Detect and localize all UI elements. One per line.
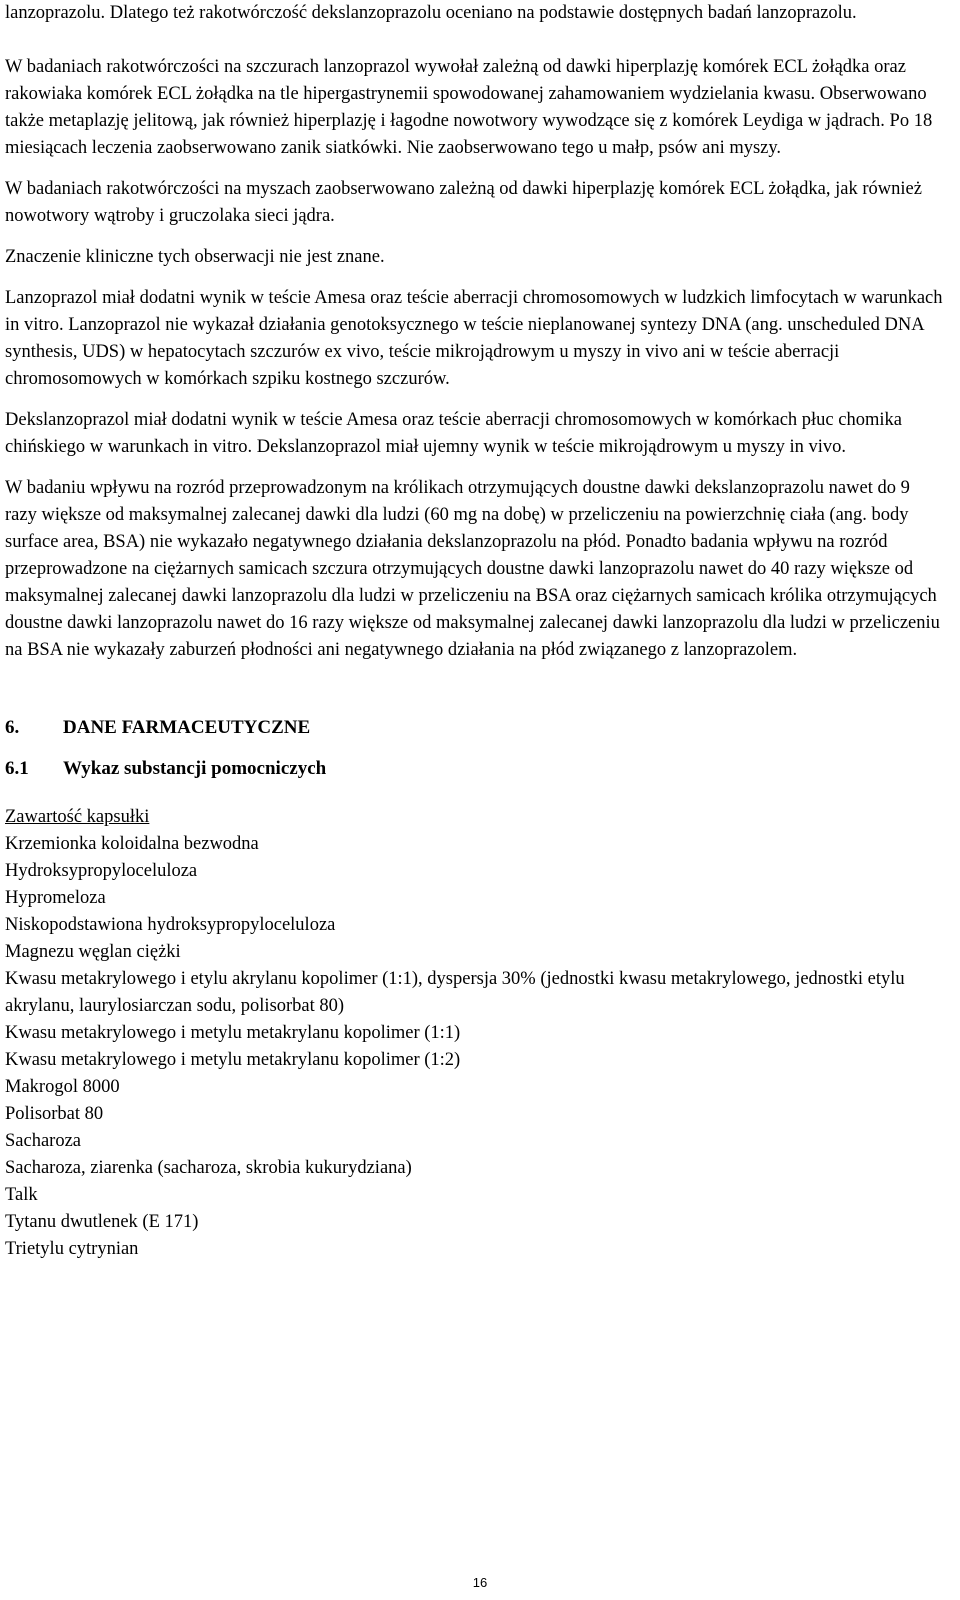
document-page bbox=[5, 0, 945, 1263]
list-item: Sacharoza, ziarenka (sacharoza, skrobia kukurydziana) bbox=[5, 1158, 412, 1178]
paragraph-clinical-significance: Znaczenie kliniczne tych obserwacji nie jest znane. bbox=[5, 247, 385, 267]
paragraph-rat-carcinogenicity: W badaniach rakotwórczości na szczurach lanzoprazol wywołał zależną od dawki hiperplazję komórek ECL żołądka oraz rakowiaka komórek ECL żołądka na tle hipergastrynemii spowodowanej zahamowaniem wydzielania kwasu. Obserwowano także metaplazję jelitową, jak również hiperplazję i łagodne nowotwory wywodzące się z komórek Leydiga w jądrach. Po 18 miesiącach leczenia zaobserwowano zanik siatkówki. Nie zaobserwowano tego u małp, psów ani myszy. bbox=[5, 57, 933, 158]
page-number: 16 bbox=[472, 1575, 488, 1590]
excipient-list-title: Zawartość kapsułki bbox=[5, 807, 150, 827]
list-item: Magnezu węglan ciężki bbox=[5, 942, 181, 962]
section-number: 6.1 bbox=[5, 758, 29, 779]
list-item: Kwasu metakrylowego i metylu metakrylanu kopolimer (1:2) bbox=[5, 1050, 461, 1070]
section-heading-6 bbox=[5, 714, 945, 741]
paragraph-intro: lanzoprazolu. Dlatego też rakotwórczość dekslanzoprazolu oceniano na podstawie dostępnych badań lanzoprazolu. bbox=[5, 3, 857, 23]
list-item: Hypromeloza bbox=[5, 888, 106, 908]
list-item: Sacharoza bbox=[5, 1131, 82, 1151]
section-number: 6. bbox=[5, 717, 20, 738]
excipient-list bbox=[5, 831, 945, 1263]
list-item: Talk bbox=[5, 1185, 38, 1205]
list-item: Krzemionka koloidalna bezwodna bbox=[5, 834, 259, 854]
list-item: Niskopodstawiona hydroksypropyloceluloza bbox=[5, 915, 336, 935]
paragraph-dexlansoprazole-genotoxicity: Dekslanzoprazol miał dodatni wynik w teście Amesa oraz teście aberracji chromosomowych w komórkach płuc chomika chińskiego w warunkach in vitro. Dekslanzoprazol miał ujemny wynik w teście mikrojądrowym u myszy in vivo. bbox=[5, 410, 902, 457]
list-item: Kwasu metakrylowego i etylu akrylanu kopolimer (1:1), dyspersja 30% (jednostki kwasu metakrylowego, jednostki etylu akrylanu, laurylosiarczan sodu, polisorbat 80) bbox=[5, 969, 905, 1016]
list-item: Trietylu cytrynian bbox=[5, 1239, 139, 1259]
list-item: Kwasu metakrylowego i metylu metakrylanu kopolimer (1:1) bbox=[5, 1023, 461, 1043]
section-title: Wykaz substancji pomocniczych bbox=[63, 758, 327, 779]
paragraph-reproduction: W badaniu wpływu na rozród przeprowadzonym na królikach otrzymujących doustne dawki dekslanzoprazolu nawet do 9 razy większe od maksymalnej zalecanej dawki dla ludzi (60 mg na dobę) w przeliczeniu na powierzchnię ciała (ang. body surface area, BSA) nie wykazało negatywnego działania dekslanzoprazolu na płód. Ponadto badania wpływu na rozród przeprowadzone na ciężarnych samicach szczura otrzymujących doustne dawki lanzoprazolu nawet do 40 razy większe od maksymalnej zalecanej dawki lanzoprazolu dla ludzi w przeliczeniu na BSA oraz ciężarnych samicach królika otrzymujących doustne dawki lanzoprazolu nawet do 16 razy większe od maksymalnej zalecanej dawki lanzoprazolu dla ludzi w przeliczeniu na BSA nie wykazały zaburzeń płodności ani negatywnego działania na płód związanego z lanzoprazolem. bbox=[5, 478, 940, 660]
list-item: Hydroksypropyloceluloza bbox=[5, 861, 198, 881]
list-item: Tytanu dwutlenek (E 171) bbox=[5, 1212, 199, 1232]
paragraph-lansoprazole-genotoxicity: Lanzoprazol miał dodatni wynik w teście Amesa oraz teście aberracji chromosomowych w ludzkich limfocytach w warunkach in vitro. Lanzoprazol nie wykazał działania genotoksycznego w teście nieplanowanej syntezy DNA (ang. unscheduled DNA synthesis, UDS) w hepatocytach szczurów ex vivo, teście mikrojądrowym u myszy in vivo ani w teście aberracji chromosomowych w komórkach szpiku kostnego szczurów. bbox=[5, 288, 943, 389]
section-title: DANE FARMACEUTYCZNE bbox=[63, 717, 311, 738]
paragraph-mouse-carcinogenicity: W badaniach rakotwórczości na myszach zaobserwowano zależną od dawki hiperplazję komórek ECL żołądka, jak również nowotwory wątroby i gruczolaka sieci jądra. bbox=[5, 179, 922, 226]
section-heading-6-1 bbox=[5, 755, 945, 782]
list-item: Makrogol 8000 bbox=[5, 1077, 120, 1097]
list-item: Polisorbat 80 bbox=[5, 1104, 104, 1124]
